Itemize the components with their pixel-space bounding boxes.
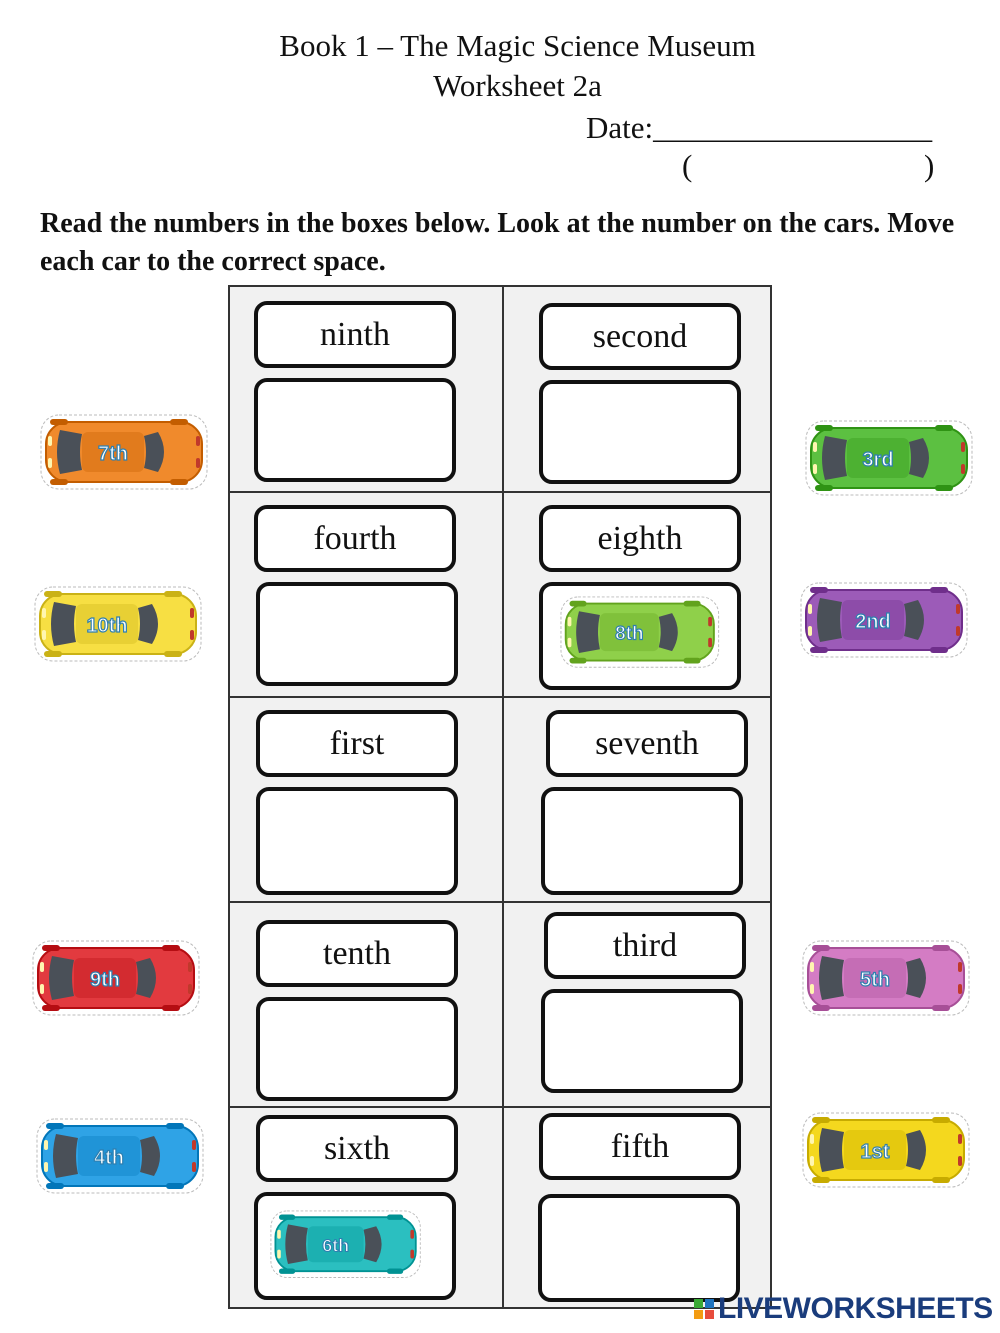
label-ninth: ninth bbox=[254, 301, 456, 368]
label-fifth: fifth bbox=[539, 1113, 741, 1180]
car-graphic bbox=[270, 1210, 421, 1278]
drop-zone-fifth[interactable] bbox=[538, 1194, 740, 1302]
label-seventh: seventh bbox=[546, 710, 748, 777]
instructions: Read the numbers in the boxes below. Look at the number on the cars. Move each car to the correct space. bbox=[40, 208, 955, 277]
drop-zone-fourth[interactable] bbox=[256, 582, 458, 686]
grid-divider bbox=[230, 901, 770, 903]
drop-zone-seventh[interactable] bbox=[541, 787, 743, 895]
label-fourth: fourth bbox=[254, 505, 456, 572]
car-4th[interactable] bbox=[36, 1118, 204, 1194]
liveworksheets-logo bbox=[694, 1292, 993, 1326]
car-graphic bbox=[805, 420, 973, 496]
date-field: Date:__________________ bbox=[586, 110, 933, 145]
car-graphic bbox=[802, 940, 970, 1016]
car-number-label: 9th bbox=[90, 969, 120, 991]
car-number-label: 10th bbox=[86, 615, 128, 637]
drop-zone-second[interactable] bbox=[539, 380, 741, 484]
car-number-label: 5th bbox=[860, 969, 890, 991]
car-number-label: 8th bbox=[615, 623, 644, 645]
car-graphic bbox=[560, 596, 720, 668]
car-9th[interactable] bbox=[32, 940, 200, 1016]
grid-divider bbox=[230, 696, 770, 698]
watermark-text: LIVEWORKSHEETS bbox=[718, 1292, 993, 1325]
grid-divider-vertical bbox=[502, 287, 504, 1307]
car-number-label: 1st bbox=[860, 1141, 890, 1163]
drop-zone-first[interactable] bbox=[256, 787, 458, 895]
car-graphic bbox=[802, 1112, 970, 1188]
paren-open: ( bbox=[682, 148, 693, 183]
paren-close: ) bbox=[924, 148, 935, 183]
label-eighth: eighth bbox=[539, 505, 741, 572]
car-3rd[interactable] bbox=[805, 420, 973, 496]
car-5th[interactable] bbox=[802, 940, 970, 1016]
car-2nd[interactable] bbox=[800, 582, 968, 658]
drop-zone-ninth[interactable] bbox=[254, 378, 456, 482]
worksheet-title: Book 1 – The Magic Science Museum bbox=[279, 28, 756, 63]
car-number-label: 3rd bbox=[862, 449, 894, 471]
car-number-label: 4th bbox=[94, 1147, 124, 1169]
car-6th[interactable] bbox=[270, 1210, 421, 1278]
grid-divider bbox=[230, 1106, 770, 1108]
car-graphic bbox=[40, 414, 208, 490]
car-graphic bbox=[36, 1118, 204, 1194]
car-graphic bbox=[32, 940, 200, 1016]
label-tenth: tenth bbox=[256, 920, 458, 987]
label-third: third bbox=[544, 912, 746, 979]
car-number-label: 2nd bbox=[855, 611, 891, 633]
drop-zone-tenth[interactable] bbox=[256, 997, 458, 1101]
car-10th[interactable] bbox=[34, 586, 202, 662]
label-sixth: sixth bbox=[256, 1115, 458, 1182]
liveworksheets-logo-icon bbox=[694, 1299, 714, 1319]
label-first: first bbox=[256, 710, 458, 777]
car-8th[interactable] bbox=[560, 596, 720, 668]
label-second: second bbox=[539, 303, 741, 370]
car-graphic bbox=[34, 586, 202, 662]
grid-divider bbox=[230, 491, 770, 493]
car-7th[interactable] bbox=[40, 414, 208, 490]
worksheet-subtitle: Worksheet 2a bbox=[433, 68, 602, 103]
car-number-label: 6th bbox=[322, 1235, 350, 1256]
car-number-label: 7th bbox=[98, 443, 128, 465]
car-graphic bbox=[800, 582, 968, 658]
drop-zone-third[interactable] bbox=[541, 989, 743, 1093]
car-1st[interactable] bbox=[802, 1112, 970, 1188]
